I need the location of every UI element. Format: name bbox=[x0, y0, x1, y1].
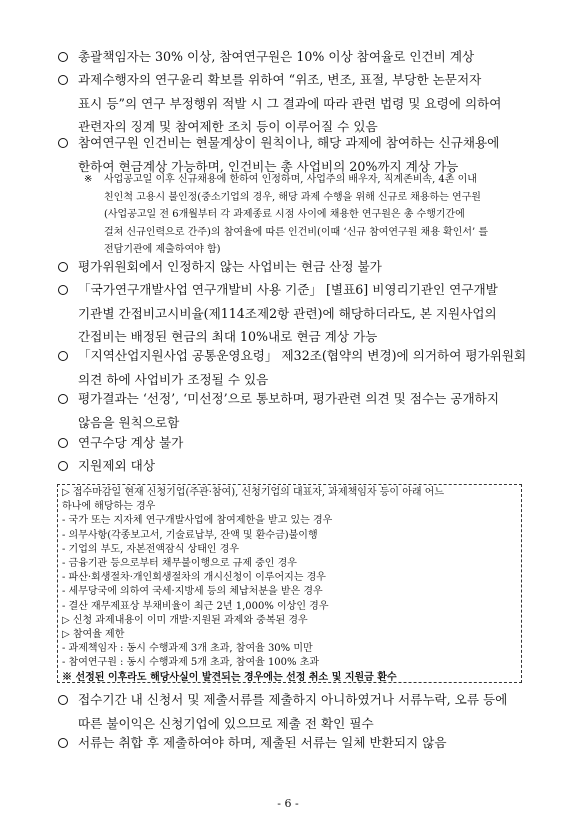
box-text-line: 하나에 해당하는 경우 bbox=[62, 501, 156, 513]
bullet-text-line: 한하여 현금계상 가능하며, 인건비는 총 사업비의 20%까지 계상 가능 bbox=[78, 158, 459, 174]
bullet-text-line: 평가위원회에서 인정하지 않는 사업비는 현금 산정 불가 bbox=[78, 259, 382, 274]
page-number: - 6 - bbox=[277, 797, 299, 810]
note-mark: ※ bbox=[84, 174, 93, 185]
box-text-line: ▷ 신청 과제내용이 이미 개발·지원된 과제와 중복된 경우 bbox=[62, 614, 308, 626]
bullet-text-line: 평가결과는 ‘선정’, ‘미선정’으로 통보하며, 평가관련 의견 및 점수는 공개하지 bbox=[78, 391, 500, 406]
circle-bullet-icon bbox=[58, 351, 68, 361]
circle-bullet-icon bbox=[58, 461, 68, 471]
exclusion-box bbox=[57, 484, 522, 683]
bullet-text-line: 기관별 간접비고시비율(제114조제2항 관련)에 해당하더라도, 본 지원사업의 bbox=[78, 305, 497, 321]
note-text-line: (사업공고일 전 6개월부터 각 과제종료 시점 사이에 채용한 연구원은 총 수행기간에 bbox=[104, 209, 465, 221]
box-text-line: - 금융기관 등으로부터 채무불이행으로 규제 중인 경우 bbox=[62, 558, 297, 569]
bullet-text-line: 「지역산업지원사업 공통운영요령」 제32조(협약의 변경)에 의거하여 평가위원회 bbox=[78, 348, 527, 363]
bullet-text-line: 「국가연구개발사업 연구개발비 사용 기준」 [별표6] 비영리기관인 연구개발 bbox=[78, 282, 498, 297]
box-text-line: ▷ 참여율 제한 bbox=[62, 629, 125, 640]
bullet-text-line: 간접비는 배정된 현금의 최대 10%내로 현금 계상 가능 bbox=[78, 329, 378, 345]
bullet-text-line: 접수기간 내 신청서 및 제출서류를 제출하지 아니하였거나 서류누락, 오류 등에 bbox=[78, 692, 508, 707]
bullet-text-line: 과제수행자의 연구윤리 확보를 위하여 “위조, 변조, 표절, 부당한 논문저자 bbox=[78, 72, 482, 87]
box-text-line: ▷ 접수마감일 현재 신청기업(주관·참여), 신청기업의 대표자, 과제책임자 등이 아래 어느 bbox=[62, 487, 445, 498]
circle-bullet-icon bbox=[58, 738, 68, 748]
note-text-line: 걸쳐 신규인력으로 간주)의 참여율에 따른 인건비(이때 ‘신규 참여연구원 채용 확인서’ 를 bbox=[104, 226, 489, 238]
note-text-line: 친인척 고용시 불인정(중소기업의 경우, 해당 과제 수행을 위해 신규로 채용하는 연구원 bbox=[104, 191, 481, 203]
bullet-text-line: 표시 등”의 연구 부정행위 적발 시 그 결과에 따라 관련 법령 및 요령에 의하여 bbox=[78, 95, 502, 111]
circle-bullet-icon bbox=[58, 695, 68, 705]
note-text-line: 전담기관에 제출하여야 함) bbox=[104, 244, 221, 256]
circle-bullet-icon bbox=[58, 138, 68, 148]
note-text-line: 사업공고일 이후 신규채용에 한하여 인정하며, 사업주의 배우자, 직계존비속, 4촌 이내 bbox=[104, 174, 477, 185]
bullet-text-line: 않음을 원칙으로함 bbox=[78, 414, 180, 430]
bullet-text-line: 지원제외 대상 bbox=[78, 458, 155, 473]
box-text-line: - 과제책임자 : 동시 수행과제 3개 초과, 참여율 30% 미만 bbox=[62, 643, 313, 655]
box-text-line: - 의무사항(각종보고서, 기술료납부, 잔액 및 환수금)불이행 bbox=[62, 529, 318, 541]
bullet-text-line: 연구수당 계상 불가 bbox=[78, 435, 184, 450]
box-text-line: - 국가 또는 지자체 연구개발사업에 참여제한을 받고 있는 경우 bbox=[62, 515, 333, 527]
circle-bullet-icon bbox=[58, 394, 68, 404]
box-text-line: - 결산 재무제표상 부채비율이 최근 2년 1,000% 이상인 경우 bbox=[62, 600, 329, 612]
circle-bullet-icon bbox=[58, 285, 68, 295]
box-text-line: - 세무당국에 의하여 국세·지방세 등의 체납처분을 받은 경우 bbox=[62, 586, 323, 598]
bullet-text-line: 총괄책임자는 30% 이상, 참여연구원은 10% 이상 참여율로 인건비 계상 bbox=[78, 49, 475, 64]
bullet-text-line: 따른 불이익은 신청기업에 있으므로 제출 전 확인 필수 bbox=[78, 715, 374, 731]
bullet-text-line: 서류는 취합 후 제출하여야 하며, 제출된 서류는 일체 반환되지 않음 bbox=[78, 735, 447, 750]
box-footer-note: ※ 선정된 이후라도 해당사실이 발견되는 경우에는 선정 취소 및 지원금 환수 bbox=[62, 671, 397, 683]
circle-bullet-icon bbox=[58, 52, 68, 62]
circle-bullet-icon bbox=[58, 262, 68, 272]
box-text-line: - 참여연구원 : 동시 수행과제 5개 초과, 참여율 100% 초과 bbox=[62, 657, 320, 669]
bullet-text-line: 의견 하에 사업비가 조정될 수 있음 bbox=[78, 371, 269, 387]
bullet-text-line: 참여연구원 인건비는 현물계상이 원칙이나, 해당 과제에 참여하는 신규채용에 bbox=[78, 135, 500, 150]
circle-bullet-icon bbox=[58, 75, 68, 85]
bullet-text-line: 관련자의 징계 및 참여제한 조치 등이 이루어질 수 있음 bbox=[78, 119, 378, 135]
box-text-line: - 파산·회생절차·개인회생절차의 개시신청이 이루어지는 경우 bbox=[62, 572, 326, 584]
box-text-line: - 기업의 부도, 자본전액잠식 상태인 경우 bbox=[62, 543, 240, 555]
circle-bullet-icon bbox=[58, 438, 68, 448]
